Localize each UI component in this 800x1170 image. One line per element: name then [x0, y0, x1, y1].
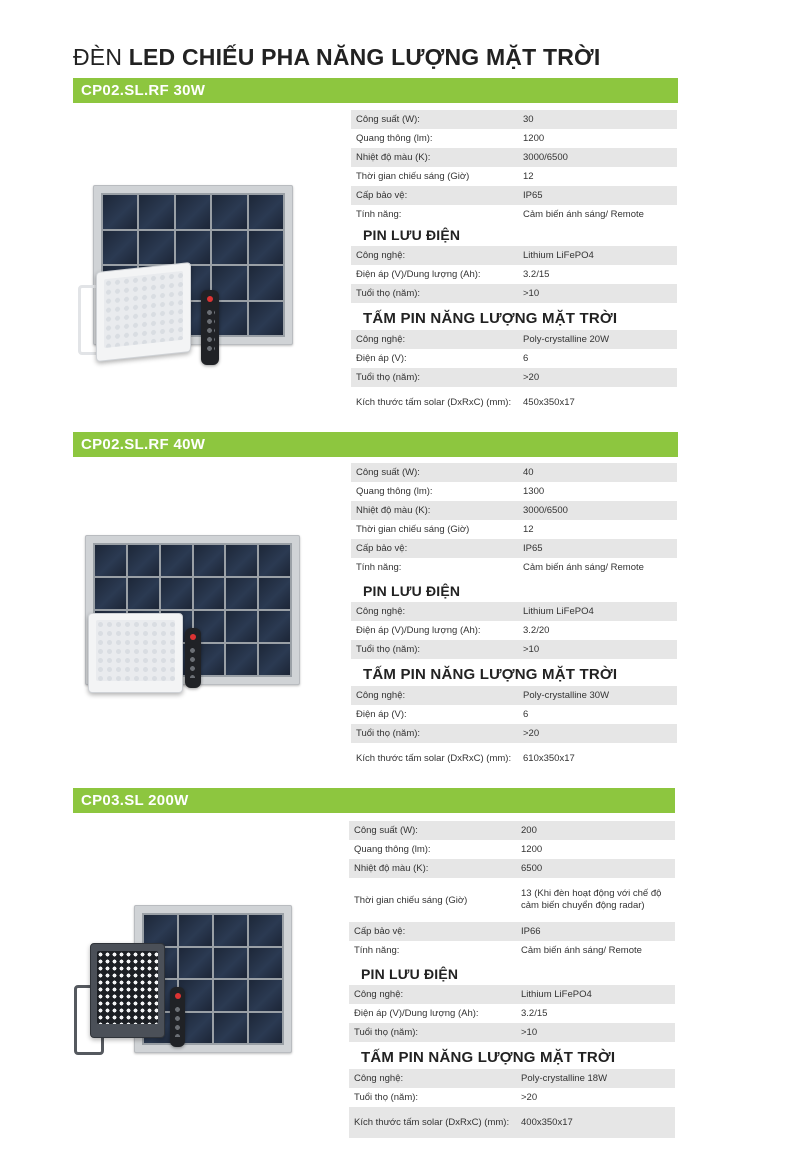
solar-panel-heading: TẤM PIN NĂNG LƯỢNG MẶT TRỜI — [363, 666, 618, 683]
spec-row: Công suất (W): 30 — [351, 110, 677, 129]
spec-row: Nhiệt độ màu (K): 3000/6500 — [351, 148, 677, 167]
product-image — [70, 535, 305, 695]
spec-row: Kích thước tấm solar (DxRxC) (mm): 610x350x17 — [356, 752, 575, 764]
product-image — [76, 185, 301, 370]
solar-panel-heading: TẤM PIN NĂNG LƯỢNG MẶT TRỜI — [361, 1049, 616, 1066]
spec-row: Cấp bảo vệ: IP65 — [351, 186, 677, 205]
product-section-cp02-30w — [73, 78, 678, 103]
product-section-cp03-200w — [73, 788, 675, 813]
model-band: CP02.SL.RF 30W — [73, 78, 678, 103]
spec-row: Điện áp (V): 6 — [356, 709, 529, 720]
model-band: CP02.SL.RF 40W — [73, 432, 678, 457]
spec-table — [351, 110, 677, 418]
spec-row: Điện áp (V): 6 — [356, 353, 529, 364]
spec-row: Tuổi thọ (năm): >20 — [354, 1092, 538, 1103]
spec-row: Tính năng: Cảm biến ánh sáng/ Remote — [354, 945, 642, 956]
spec-row: Cấp bảo vệ: IP66 — [349, 922, 675, 941]
spec-table — [349, 821, 675, 1138]
spec-row: Thời gian chiếu sáng (Giờ) 12 — [356, 524, 534, 535]
battery-heading: PIN LƯU ĐIỆN — [363, 227, 461, 243]
spec-row: Kích thước tấm solar (DxRxC) (mm): 450x350x17 — [356, 396, 575, 408]
spec-row: Điện áp (V)/Dung lượng (Ah): 3.2/20 — [356, 625, 550, 636]
page-title: ĐÈN LED CHIẾU PHA NĂNG LƯỢNG MẶT TRỜI — [73, 44, 601, 70]
product-section-cp02-40w — [73, 432, 678, 457]
spec-row: Công nghệ: Lithium LiFePO4 — [351, 246, 677, 265]
remote-control-icon — [201, 290, 219, 365]
spec-row: Quang thông (lm): 1200 — [356, 133, 545, 144]
spec-row: Công nghệ: Poly-crystalline 20W — [351, 330, 677, 349]
spec-row: Công nghệ: Poly-crystalline 30W — [351, 686, 677, 705]
spec-row: Công nghệ: Lithium LiFePO4 — [351, 602, 677, 621]
solar-panel-heading: TẤM PIN NĂNG LƯỢNG MẶT TRỜI — [363, 310, 618, 327]
spec-row: Điện áp (V)/Dung lượng (Ah): 3.2/15 — [354, 1008, 548, 1019]
spec-row: Tuổi thọ (năm): >10 — [349, 1023, 675, 1042]
spec-row: Quang thông (lm): 1300 — [356, 486, 545, 497]
spec-row: Tuổi thọ (năm): >10 — [351, 640, 677, 659]
spec-row: Kích thước tấm solar (DxRxC) (mm): 400x350x17 — [349, 1107, 675, 1138]
spec-row: Điện áp (V)/Dung lượng (Ah): 3.2/15 — [356, 269, 550, 280]
spec-row: Thời gian chiếu sáng (Giờ) 12 — [356, 171, 534, 182]
flood-light-icon — [88, 613, 183, 693]
spec-row: Tuổi thọ (năm): >10 — [351, 284, 677, 303]
battery-heading: PIN LƯU ĐIỆN — [361, 966, 459, 982]
spec-row: Quang thông (lm): 1200 — [354, 844, 543, 855]
remote-control-icon — [170, 987, 185, 1047]
spec-row: Công nghệ: Lithium LiFePO4 — [349, 985, 675, 1004]
spec-row: Công nghệ: Poly-crystalline 18W — [349, 1069, 675, 1088]
remote-control-icon — [185, 628, 201, 688]
spec-row: Công suất (W): 200 — [349, 821, 675, 840]
spec-row: Tính năng: Cảm biến ánh sáng/ Remote — [356, 209, 644, 220]
model-band: CP03.SL 200W — [73, 788, 675, 813]
product-image — [72, 905, 297, 1070]
spec-row: Nhiệt độ màu (K): 3000/6500 — [351, 501, 677, 520]
spec-row: Tính năng: Cảm biến ánh sáng/ Remote — [356, 562, 644, 573]
flood-light-icon — [90, 943, 165, 1038]
spec-row: Thời gian chiếu sáng (Giờ) 13 (Khi đèn hoạt động với chế độ cảm biến chuyển động radar) — [354, 888, 662, 911]
spec-row: Tuổi thọ (năm): >20 — [351, 368, 677, 387]
spec-row: Cấp bảo vệ: IP65 — [351, 539, 677, 558]
spec-row: Tuổi thọ (năm): >20 — [351, 724, 677, 743]
spec-table — [351, 463, 677, 774]
battery-heading: PIN LƯU ĐIỆN — [363, 583, 461, 599]
spec-row: Nhiệt độ màu (K): 6500 — [349, 859, 675, 878]
spec-row: Công suất (W): 40 — [351, 463, 677, 482]
flood-light-icon — [96, 262, 191, 362]
